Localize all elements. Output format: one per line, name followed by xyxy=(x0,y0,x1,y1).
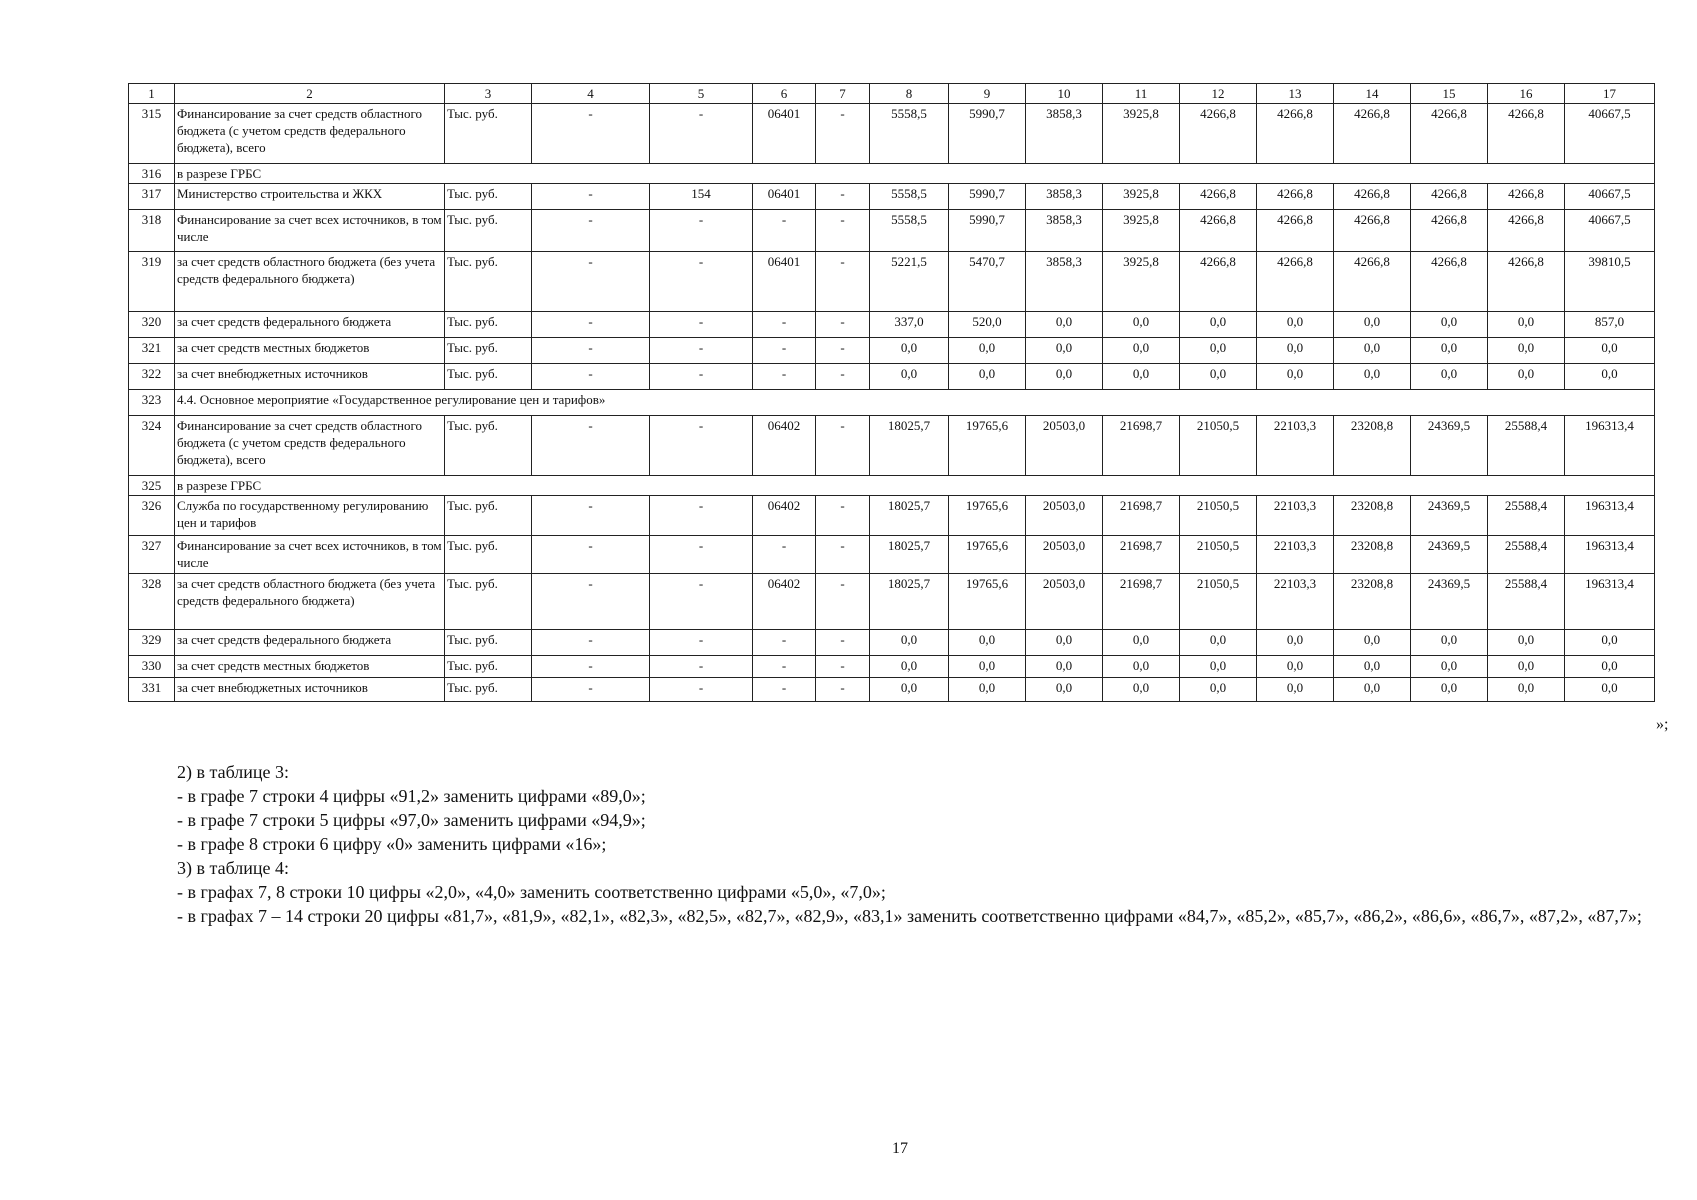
table-cell: 0,0 xyxy=(870,630,949,656)
table-cell: 24369,5 xyxy=(1411,574,1488,630)
table-cell: 18025,7 xyxy=(870,536,949,574)
table-cell: 23208,8 xyxy=(1334,416,1411,476)
column-header: 16 xyxy=(1488,84,1565,104)
table-row xyxy=(129,338,1655,364)
text-line: - в графах 7, 8 строки 10 цифры «2,0», «4,0» заменить соответственно цифрами «5,0», «7,0»; xyxy=(177,882,886,902)
table-cell: 21698,7 xyxy=(1103,574,1180,630)
table-cell: 19765,6 xyxy=(949,416,1026,476)
table-cell: Тыс. руб. xyxy=(445,184,532,210)
table-cell: - xyxy=(650,104,753,164)
table-cell: 0,0 xyxy=(1180,312,1257,338)
column-header: 7 xyxy=(816,84,870,104)
table-cell: 06402 xyxy=(753,416,816,476)
table-cell: - xyxy=(532,496,650,536)
table-cell: 0,0 xyxy=(1026,364,1103,390)
table-cell: 5470,7 xyxy=(949,252,1026,312)
table-cell: - xyxy=(816,574,870,630)
table-cell: 3925,8 xyxy=(1103,252,1180,312)
table-cell: - xyxy=(650,312,753,338)
table-row xyxy=(129,416,1655,476)
text-line: 2) в таблице 3: xyxy=(177,762,290,782)
table-cell: 0,0 xyxy=(1257,312,1334,338)
table-cell: - xyxy=(816,630,870,656)
table-header-row xyxy=(129,84,1655,104)
table-cell: 5990,7 xyxy=(949,210,1026,252)
table-cell: 21050,5 xyxy=(1180,536,1257,574)
table-cell: 3858,3 xyxy=(1026,184,1103,210)
table-row xyxy=(129,210,1655,252)
section-heading: в разрезе ГРБС xyxy=(175,476,1655,496)
row-number: 316 xyxy=(129,164,175,184)
table-cell: 5990,7 xyxy=(949,184,1026,210)
row-number: 325 xyxy=(129,476,175,496)
table-cell: 3858,3 xyxy=(1026,104,1103,164)
table-cell: - xyxy=(650,210,753,252)
amendment-text xyxy=(130,760,1690,928)
table-cell: - xyxy=(650,630,753,656)
table-cell: - xyxy=(650,536,753,574)
column-header: 6 xyxy=(753,84,816,104)
table-cell: - xyxy=(532,536,650,574)
table-cell: - xyxy=(816,338,870,364)
table-cell: Тыс. руб. xyxy=(445,210,532,252)
table-cell: 0,0 xyxy=(1565,338,1655,364)
table-row xyxy=(129,574,1655,630)
row-number: 326 xyxy=(129,496,175,536)
table-cell: 4266,8 xyxy=(1334,184,1411,210)
table-cell: - xyxy=(532,416,650,476)
table-cell: 4266,8 xyxy=(1411,184,1488,210)
table-cell: 0,0 xyxy=(1488,630,1565,656)
table-cell: 0,0 xyxy=(870,678,949,702)
table-cell: 21698,7 xyxy=(1103,536,1180,574)
table-cell: 0,0 xyxy=(1103,338,1180,364)
table-cell: 20503,0 xyxy=(1026,574,1103,630)
row-label: за счет средств местных бюджетов xyxy=(175,338,445,364)
table-cell: - xyxy=(650,416,753,476)
column-header: 8 xyxy=(870,84,949,104)
table-cell: - xyxy=(753,536,816,574)
row-label: за счет внебюджетных источников xyxy=(175,364,445,390)
table-cell: 4266,8 xyxy=(1257,184,1334,210)
row-number: 331 xyxy=(129,678,175,702)
column-header: 5 xyxy=(650,84,753,104)
table-cell: 4266,8 xyxy=(1257,104,1334,164)
table-cell: 19765,6 xyxy=(949,574,1026,630)
table-cell: - xyxy=(650,656,753,678)
table-cell: 40667,5 xyxy=(1565,104,1655,164)
row-number: 322 xyxy=(129,364,175,390)
table-cell: 0,0 xyxy=(1488,338,1565,364)
table-cell: 24369,5 xyxy=(1411,496,1488,536)
table-cell: - xyxy=(753,338,816,364)
table-cell: 0,0 xyxy=(1411,678,1488,702)
table-cell: 0,0 xyxy=(1180,656,1257,678)
table-cell: - xyxy=(816,656,870,678)
table-cell: - xyxy=(753,678,816,702)
table-cell: 0,0 xyxy=(1411,312,1488,338)
table-cell: 0,0 xyxy=(1565,630,1655,656)
table-cell: - xyxy=(532,104,650,164)
text-line: 3) в таблице 4: xyxy=(177,858,290,878)
table-cell: 0,0 xyxy=(1411,338,1488,364)
column-header: 9 xyxy=(949,84,1026,104)
table-cell: 4266,8 xyxy=(1488,104,1565,164)
table-cell: - xyxy=(650,574,753,630)
table-row xyxy=(129,476,1655,496)
table-cell: 3858,3 xyxy=(1026,210,1103,252)
row-label: за счет средств местных бюджетов xyxy=(175,656,445,678)
row-number: 318 xyxy=(129,210,175,252)
table-cell: 0,0 xyxy=(1565,364,1655,390)
table-cell: 39810,5 xyxy=(1565,252,1655,312)
table-cell: 196313,4 xyxy=(1565,496,1655,536)
table-cell: - xyxy=(816,364,870,390)
table-cell: 21698,7 xyxy=(1103,416,1180,476)
table-cell: - xyxy=(532,338,650,364)
table-cell: 4266,8 xyxy=(1488,210,1565,252)
table-cell: 24369,5 xyxy=(1411,536,1488,574)
row-label: Финансирование за счет средств областного бюджета (с учетом средств федерального бюджета), всего xyxy=(175,104,445,164)
row-label: за счет внебюджетных источников xyxy=(175,678,445,702)
text-line: - в графе 7 строки 4 цифры «91,2» заменить цифрами «89,0»; xyxy=(177,786,646,806)
table-cell: - xyxy=(816,678,870,702)
table-cell: 0,0 xyxy=(1257,338,1334,364)
table-cell: 0,0 xyxy=(1488,656,1565,678)
table-cell: - xyxy=(816,184,870,210)
table-cell: 0,0 xyxy=(1334,630,1411,656)
table-cell: 196313,4 xyxy=(1565,536,1655,574)
table-cell: - xyxy=(753,364,816,390)
table-cell: 20503,0 xyxy=(1026,536,1103,574)
table-cell: 0,0 xyxy=(1488,364,1565,390)
table-cell: 40667,5 xyxy=(1565,210,1655,252)
table-cell: - xyxy=(650,338,753,364)
table-cell: 0,0 xyxy=(1180,364,1257,390)
text-line: - в графе 7 строки 5 цифры «97,0» заменить цифрами «94,9»; xyxy=(177,810,646,830)
table-cell: - xyxy=(532,210,650,252)
table-cell: - xyxy=(532,656,650,678)
table-cell: 0,0 xyxy=(870,656,949,678)
table-cell: 06401 xyxy=(753,104,816,164)
table-cell: 4266,8 xyxy=(1257,252,1334,312)
table-cell: - xyxy=(650,252,753,312)
table-cell: 20503,0 xyxy=(1026,416,1103,476)
column-header: 17 xyxy=(1565,84,1655,104)
table-cell: Тыс. руб. xyxy=(445,536,532,574)
table-cell: Тыс. руб. xyxy=(445,364,532,390)
table-cell: - xyxy=(532,184,650,210)
table-cell: 196313,4 xyxy=(1565,574,1655,630)
table-cell: - xyxy=(532,574,650,630)
table-cell: 4266,8 xyxy=(1180,104,1257,164)
column-header: 14 xyxy=(1334,84,1411,104)
table-cell: 23208,8 xyxy=(1334,536,1411,574)
row-label: Служба по государственному регулированию цен и тарифов xyxy=(175,496,445,536)
table-cell: 0,0 xyxy=(1103,364,1180,390)
table-cell: 22103,3 xyxy=(1257,536,1334,574)
row-number: 320 xyxy=(129,312,175,338)
table-cell: - xyxy=(532,312,650,338)
table-cell: 0,0 xyxy=(1180,630,1257,656)
table-cell: - xyxy=(816,312,870,338)
row-number: 317 xyxy=(129,184,175,210)
row-number: 321 xyxy=(129,338,175,364)
table-cell: Тыс. руб. xyxy=(445,338,532,364)
table-cell: 4266,8 xyxy=(1488,252,1565,312)
row-number: 330 xyxy=(129,656,175,678)
table-row xyxy=(129,656,1655,678)
column-header: 11 xyxy=(1103,84,1180,104)
table-cell: 5558,5 xyxy=(870,184,949,210)
table-cell: 0,0 xyxy=(1411,364,1488,390)
table-cell: - xyxy=(816,416,870,476)
table-cell: 0,0 xyxy=(870,338,949,364)
table-cell: 5558,5 xyxy=(870,104,949,164)
table-cell: 0,0 xyxy=(1334,338,1411,364)
table-cell: - xyxy=(816,252,870,312)
table-cell: 20503,0 xyxy=(1026,496,1103,536)
table-cell: 0,0 xyxy=(1257,656,1334,678)
table-cell: 4266,8 xyxy=(1180,210,1257,252)
table-cell: 25588,4 xyxy=(1488,416,1565,476)
table-cell: 4266,8 xyxy=(1257,210,1334,252)
table-cell: 0,0 xyxy=(949,364,1026,390)
table-row xyxy=(129,104,1655,164)
table-cell: 0,0 xyxy=(1334,678,1411,702)
table-cell: - xyxy=(650,678,753,702)
row-label: за счет средств областного бюджета (без учета средств федерального бюджета) xyxy=(175,252,445,312)
table-cell: 4266,8 xyxy=(1411,252,1488,312)
table-cell: 0,0 xyxy=(1334,656,1411,678)
table-cell: 0,0 xyxy=(1026,630,1103,656)
table-cell: 154 xyxy=(650,184,753,210)
table-cell: 25588,4 xyxy=(1488,574,1565,630)
table-cell: 06402 xyxy=(753,574,816,630)
table-cell: 0,0 xyxy=(1488,312,1565,338)
table-cell: 22103,3 xyxy=(1257,416,1334,476)
row-number: 315 xyxy=(129,104,175,164)
table-cell: 0,0 xyxy=(1103,656,1180,678)
table-row xyxy=(129,678,1655,702)
table-cell: 0,0 xyxy=(1257,630,1334,656)
table-cell: 0,0 xyxy=(949,656,1026,678)
table-cell: 21050,5 xyxy=(1180,416,1257,476)
table-cell: 18025,7 xyxy=(870,496,949,536)
table-cell: 196313,4 xyxy=(1565,416,1655,476)
table-cell: 06401 xyxy=(753,252,816,312)
table-cell: - xyxy=(816,496,870,536)
table-cell: 25588,4 xyxy=(1488,496,1565,536)
table-cell: 857,0 xyxy=(1565,312,1655,338)
table-cell: - xyxy=(753,630,816,656)
table-cell: 21698,7 xyxy=(1103,496,1180,536)
column-header: 3 xyxy=(445,84,532,104)
table-cell: 3858,3 xyxy=(1026,252,1103,312)
text-line: - в графе 8 строки 6 цифру «0» заменить цифрами «16»; xyxy=(177,834,607,854)
table-cell: 5221,5 xyxy=(870,252,949,312)
table-cell: 0,0 xyxy=(1257,364,1334,390)
section-heading: 4.4. Основное мероприятие «Государственное регулирование цен и тарифов» xyxy=(175,390,1655,416)
page-number: 17 xyxy=(892,1140,908,1157)
column-header: 15 xyxy=(1411,84,1488,104)
row-number: 324 xyxy=(129,416,175,476)
table-cell: 0,0 xyxy=(949,678,1026,702)
table-cell: 24369,5 xyxy=(1411,416,1488,476)
table-row xyxy=(129,312,1655,338)
row-label: Финансирование за счет всех источников, в том числе xyxy=(175,536,445,574)
table-cell: 21050,5 xyxy=(1180,574,1257,630)
table-cell: 0,0 xyxy=(1103,312,1180,338)
table-cell: - xyxy=(753,656,816,678)
table-cell: 337,0 xyxy=(870,312,949,338)
table-cell: - xyxy=(532,364,650,390)
table-cell: 4266,8 xyxy=(1180,184,1257,210)
row-label: Финансирование за счет средств областного бюджета (с учетом средств федерального бюджета), всего xyxy=(175,416,445,476)
table-cell: 4266,8 xyxy=(1334,104,1411,164)
table-cell: 19765,6 xyxy=(949,496,1026,536)
table-cell: Тыс. руб. xyxy=(445,574,532,630)
row-number: 327 xyxy=(129,536,175,574)
column-header: 10 xyxy=(1026,84,1103,104)
table-cell: 0,0 xyxy=(1411,656,1488,678)
table-cell: Тыс. руб. xyxy=(445,312,532,338)
text-paragraph: - в графах 7 – 14 строки 20 цифры «81,7», «81,9», «82,1», «82,3», «82,5», «82,7», «82,9», «83,1» заменить соответственно цифрами «84,7», «85,2», «85,7», «86,2», «86,6», «86,7», «87,2», «87,7»; xyxy=(177,906,1642,926)
table-row xyxy=(129,390,1655,416)
row-number: 329 xyxy=(129,630,175,656)
table-cell: 0,0 xyxy=(1026,656,1103,678)
table-cell: 06401 xyxy=(753,184,816,210)
table-cell: 520,0 xyxy=(949,312,1026,338)
table-cell: 40667,5 xyxy=(1565,184,1655,210)
row-label: за счет средств федерального бюджета xyxy=(175,630,445,656)
table-cell: 3925,8 xyxy=(1103,184,1180,210)
table-cell: Тыс. руб. xyxy=(445,252,532,312)
table-cell: Тыс. руб. xyxy=(445,656,532,678)
table-cell: - xyxy=(532,630,650,656)
table-cell: 3925,8 xyxy=(1103,104,1180,164)
table-cell: Тыс. руб. xyxy=(445,416,532,476)
row-label: за счет средств областного бюджета (без учета средств федерального бюджета) xyxy=(175,574,445,630)
column-header: 2 xyxy=(175,84,445,104)
table-row xyxy=(129,630,1655,656)
table-cell: 0,0 xyxy=(1565,656,1655,678)
column-header: 1 xyxy=(129,84,175,104)
row-number: 323 xyxy=(129,390,175,416)
row-number: 319 xyxy=(129,252,175,312)
table-cell: 0,0 xyxy=(1334,312,1411,338)
table-row xyxy=(129,252,1655,312)
table-cell: 0,0 xyxy=(1180,678,1257,702)
column-header: 12 xyxy=(1180,84,1257,104)
table-cell: 4266,8 xyxy=(1334,252,1411,312)
table-cell: 0,0 xyxy=(1488,678,1565,702)
table-cell: 4266,8 xyxy=(1488,184,1565,210)
table-cell: 0,0 xyxy=(1411,630,1488,656)
table-cell: Тыс. руб. xyxy=(445,496,532,536)
table-cell: 0,0 xyxy=(870,364,949,390)
table-cell: 3925,8 xyxy=(1103,210,1180,252)
table-cell: - xyxy=(650,496,753,536)
row-label: Министерство строительства и ЖКХ xyxy=(175,184,445,210)
table-row xyxy=(129,184,1655,210)
table-cell: 0,0 xyxy=(949,338,1026,364)
row-label: за счет средств федерального бюджета xyxy=(175,312,445,338)
table-cell: 0,0 xyxy=(1334,364,1411,390)
table-cell: 18025,7 xyxy=(870,416,949,476)
table-cell: 23208,8 xyxy=(1334,496,1411,536)
table-cell: - xyxy=(816,536,870,574)
table-cell: 18025,7 xyxy=(870,574,949,630)
table-cell: - xyxy=(532,678,650,702)
closing-quote: »; xyxy=(1656,716,1669,733)
row-number: 328 xyxy=(129,574,175,630)
column-header: 13 xyxy=(1257,84,1334,104)
table-cell: 5558,5 xyxy=(870,210,949,252)
table-cell: 0,0 xyxy=(1103,630,1180,656)
column-header: 4 xyxy=(532,84,650,104)
table-cell: Тыс. руб. xyxy=(445,104,532,164)
table-cell: 0,0 xyxy=(949,630,1026,656)
table-cell: 4266,8 xyxy=(1334,210,1411,252)
table-cell: 21050,5 xyxy=(1180,496,1257,536)
table-cell: 4266,8 xyxy=(1411,210,1488,252)
table-cell: - xyxy=(816,104,870,164)
table-cell: 0,0 xyxy=(1180,338,1257,364)
row-label: Финансирование за счет всех источников, в том числе xyxy=(175,210,445,252)
table-cell: 22103,3 xyxy=(1257,574,1334,630)
table-row xyxy=(129,164,1655,184)
table-cell: Тыс. руб. xyxy=(445,678,532,702)
table-cell: 0,0 xyxy=(1026,312,1103,338)
table-row xyxy=(129,496,1655,536)
budget-table xyxy=(128,83,1655,702)
table-cell: 5990,7 xyxy=(949,104,1026,164)
table-cell: 0,0 xyxy=(1026,338,1103,364)
table-cell: 4266,8 xyxy=(1180,252,1257,312)
table-cell: 0,0 xyxy=(1026,678,1103,702)
table-cell: - xyxy=(753,210,816,252)
table-cell: 0,0 xyxy=(1103,678,1180,702)
table-cell: - xyxy=(532,252,650,312)
table-cell: 0,0 xyxy=(1257,678,1334,702)
table-cell: - xyxy=(753,312,816,338)
table-row xyxy=(129,536,1655,574)
table-row xyxy=(129,364,1655,390)
table-cell: 0,0 xyxy=(1565,678,1655,702)
table-cell: 19765,6 xyxy=(949,536,1026,574)
table-cell: 25588,4 xyxy=(1488,536,1565,574)
table-cell: Тыс. руб. xyxy=(445,630,532,656)
table-cell: 06402 xyxy=(753,496,816,536)
table-cell: 23208,8 xyxy=(1334,574,1411,630)
table-cell: - xyxy=(816,210,870,252)
section-heading: в разрезе ГРБС xyxy=(175,164,1655,184)
table-cell: 22103,3 xyxy=(1257,496,1334,536)
table-cell: - xyxy=(650,364,753,390)
table-cell: 4266,8 xyxy=(1411,104,1488,164)
